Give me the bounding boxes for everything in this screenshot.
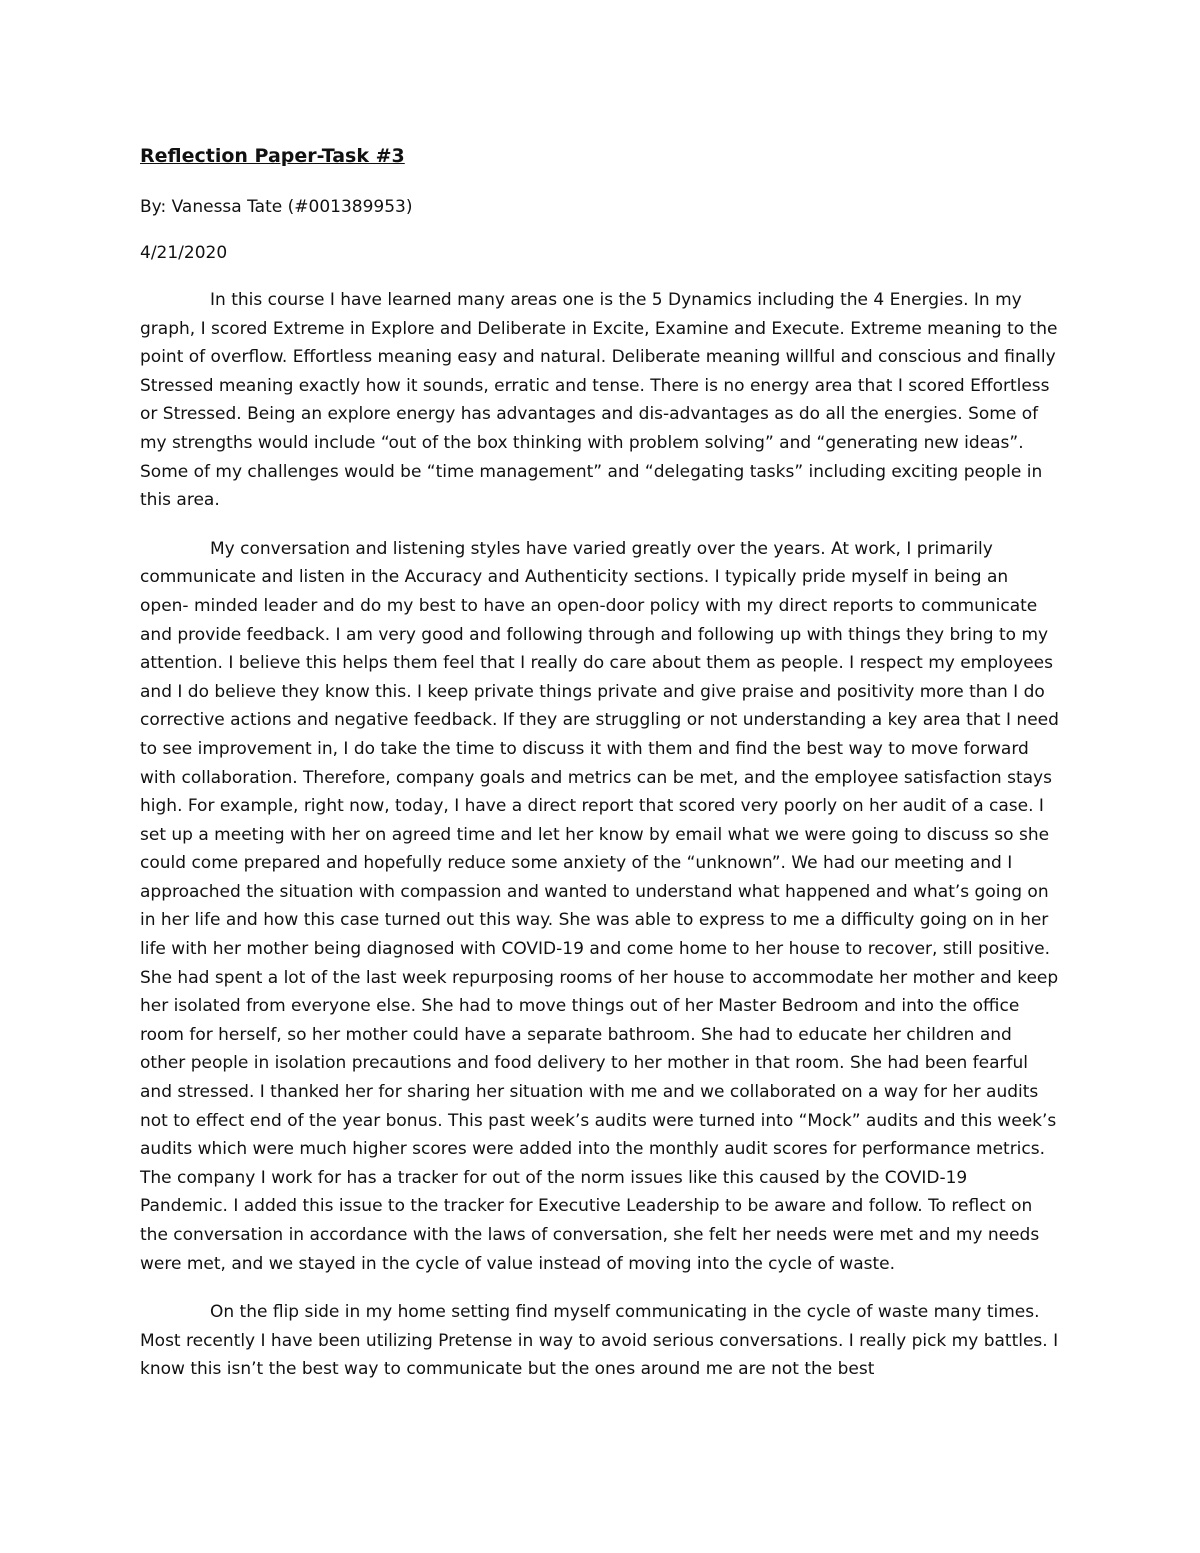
author-line: By: Vanessa Tate (#001389953) [140,197,413,217]
paragraph-work-conversation: My conversation and listening styles have varied greatly over the years. At work, I primarily communicate and listen in the Accuracy and Authenticity sections. I typically pride myself in being an open- minded leader and do my best to have an open-door policy with my direct reports to communicate and provide feedback. I am very good and following through and following up with things they bring to my attention. I believe this helps them feel that I really do care about them as people. I respect my employees and I do believe they know this. I keep private things private and give praise and positivity more than I do corrective actions and negative feedback. If they are struggling or not understanding a key area that I need to see improvement in, I do take the time to discuss it with them and find the best way to move forward with collaboration. Therefore, company goals and metrics can be met, and the employee satisfaction stays high. For example, right now, today, I have a direct report that scored very poorly on her audit of a case. I set up a meeting with her on agreed time and let her know by email what we were going to discuss so she could come prepared and hopefully reduce some anxiety of the “unknown”. We had our meeting and I approached the situation with compassion and wanted to understand what happened and what’s going on in her life and how this case turned out this way. She was able to express to me a difficulty going on in her life with her mother being diagnosed with COVID-19 and come home to her house to recover, still positive. She had spent a lot of the last week repurposing rooms of her house to accommodate her mother and keep her isolated from everyone else. She had to move things out of her Master Bedroom and into the office room for herself, so her mother could have a separate bathroom. She had to educate her children and other people in isolation precautions and food delivery to her mother in that room. She had been fearful and stressed. I thanked her for sharing her situation with me and we collaborated on a way for her audits not to effect end of the year bonus. This past week’s audits were turned into “Mock” audits and this week’s audits which were much higher scores were added into the monthly audit scores for performance metrics. The company I work for has a tracker for out of the norm issues like this caused by the COVID-19 Pandemic. I added this issue to the tracker for Executive Leadership to be aware and follow. To reflect on the conversation in accordance with the laws of conversation, she felt her needs were met and my needs were met, and we stayed in the cycle of value instead of moving into the cycle of waste. [140,538,1059,1274]
document-title: Reflection Paper-Task #3 [140,145,405,167]
document-date: 4/21/2020 [140,243,228,263]
paragraph-home-setting: On the flip side in my home setting find myself communicating in the cycle of waste many times. Most recently I have been utilizing Pretense in way to avoid serious conversations. I really pick my battles. I know this isn’t the best way to communicate but the ones around me are not the best [140,1302,1059,1380]
paragraph-energies: In this course I have learned many areas one is the 5 Dynamics including the 4 Energies. In my graph, I scored Extreme in Explore and Deliberate in Excite, Examine and Execute. Extreme meaning to the point of overflow. Effortless meaning easy and natural. Deliberate meaning willful and conscious and finally Stressed meaning exactly how it sounds, erratic and tense. There is no energy area that I scored Effortless or Stressed. Being an explore energy has advantages and dis-advantages as do all the energies. Some of my strengths would include “out of the box thinking with problem solving” and “generating new ideas”. Some of my challenges would be “time management” and “delegating tasks” including exciting people in this area. [140,290,1058,511]
document-body [140,140,1060,1384]
